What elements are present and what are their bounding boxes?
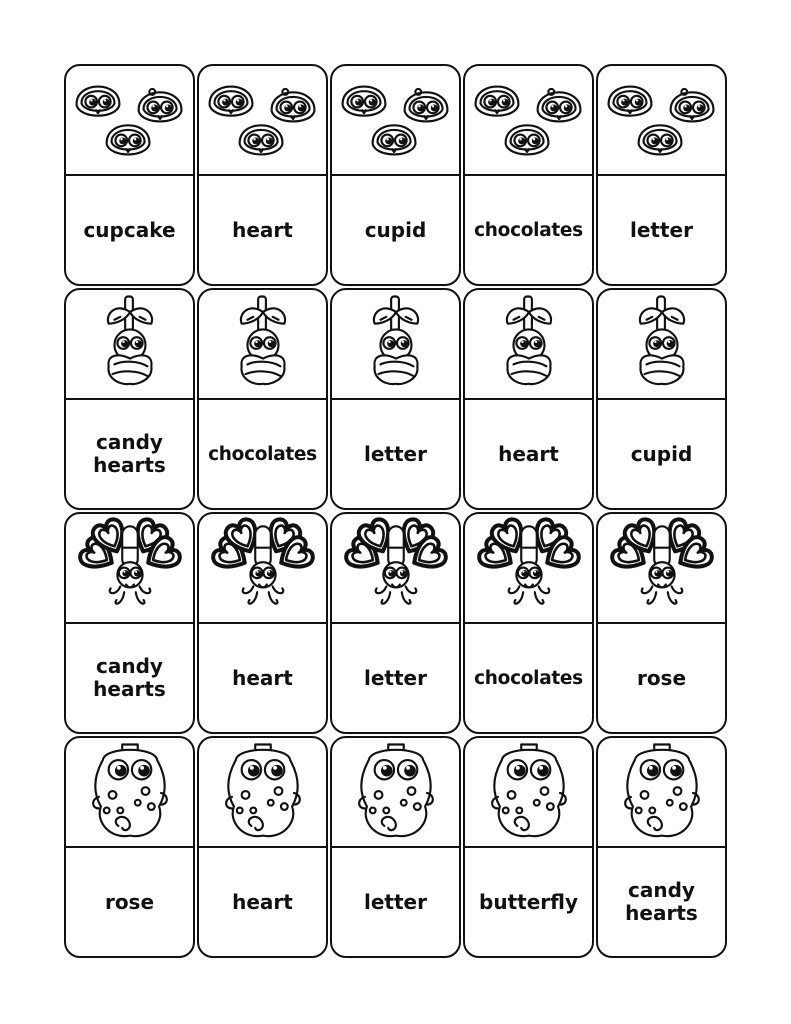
polka-dot-monster-icon — [332, 738, 459, 848]
domino-card — [463, 288, 594, 510]
domino-card-sheet — [64, 64, 729, 961]
card-word: letter — [630, 217, 693, 242]
heart-peacock-icon — [598, 514, 725, 624]
card-word: heart — [232, 889, 293, 914]
domino-card — [197, 512, 328, 734]
domino-card — [64, 64, 195, 286]
owl-trio-icon — [598, 66, 725, 176]
lollipop-character-icon — [465, 290, 592, 400]
heart-peacock-icon — [199, 514, 326, 624]
heart-peacock-icon — [465, 514, 592, 624]
domino-card — [330, 736, 461, 958]
domino-card — [64, 512, 195, 734]
domino-card — [596, 512, 727, 734]
card-word: letter — [364, 441, 427, 466]
card-word: letter — [364, 889, 427, 914]
card-row-4 — [64, 736, 729, 958]
lollipop-character-icon — [332, 290, 459, 400]
card-word: cupid — [364, 217, 427, 242]
card-word: heart — [232, 665, 293, 690]
card-word: candy hearts — [93, 430, 166, 477]
heart-peacock-icon — [332, 514, 459, 624]
card-word: candy hearts — [93, 654, 166, 701]
domino-card — [330, 288, 461, 510]
card-word: cupid — [630, 441, 693, 466]
card-word: chocolates — [474, 667, 583, 689]
card-row-3 — [64, 512, 729, 734]
domino-card — [596, 736, 727, 958]
lollipop-character-icon — [66, 290, 193, 400]
polka-dot-monster-icon — [465, 738, 592, 848]
card-word: heart — [232, 217, 293, 242]
owl-trio-icon — [332, 66, 459, 176]
polka-dot-monster-icon — [66, 738, 193, 848]
lollipop-character-icon — [598, 290, 725, 400]
domino-card — [463, 64, 594, 286]
card-word: chocolates — [474, 219, 583, 241]
card-word: letter — [364, 665, 427, 690]
owl-trio-icon — [66, 66, 193, 176]
owl-trio-icon — [465, 66, 592, 176]
card-row-1 — [64, 64, 729, 286]
card-word: candy hearts — [625, 878, 698, 925]
polka-dot-monster-icon — [598, 738, 725, 848]
domino-card — [197, 64, 328, 286]
polka-dot-monster-icon — [199, 738, 326, 848]
card-word: butterfly — [479, 889, 578, 914]
domino-card — [596, 64, 727, 286]
card-word: rose — [636, 665, 687, 690]
card-word: chocolates — [208, 443, 317, 465]
card-word: heart — [498, 441, 559, 466]
domino-card — [330, 512, 461, 734]
domino-card — [463, 512, 594, 734]
card-word: cupcake — [83, 217, 176, 242]
domino-card — [197, 288, 328, 510]
domino-card — [463, 736, 594, 958]
domino-card — [330, 64, 461, 286]
owl-trio-icon — [199, 66, 326, 176]
lollipop-character-icon — [199, 290, 326, 400]
domino-card — [64, 288, 195, 510]
domino-card — [596, 288, 727, 510]
domino-card — [64, 736, 195, 958]
heart-peacock-icon — [66, 514, 193, 624]
card-row-2 — [64, 288, 729, 510]
domino-card — [197, 736, 328, 958]
card-word: rose — [104, 889, 155, 914]
